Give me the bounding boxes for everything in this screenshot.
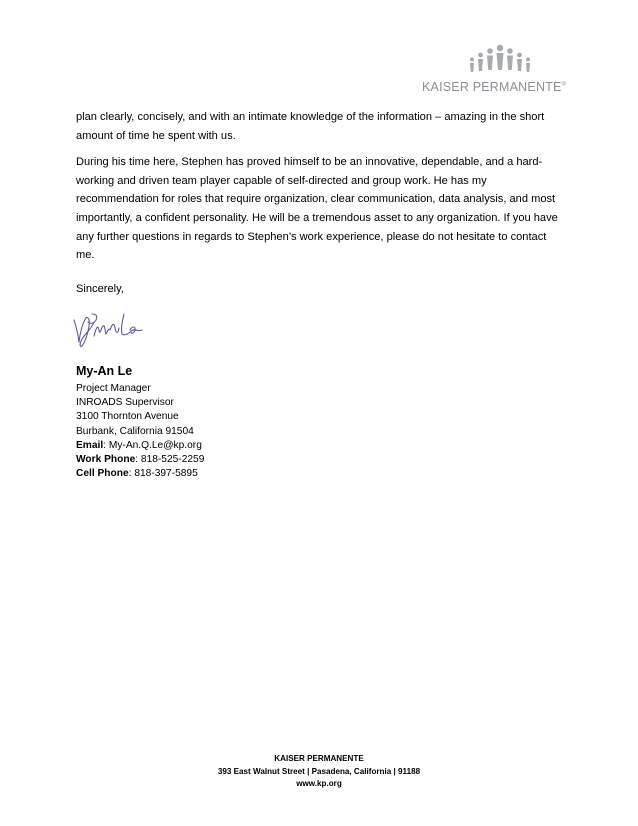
cell-phone-value: : 818-397-5895 [128,468,198,480]
paragraph-2: During his time here, Stephen has proved himself to be an innovative, dependable, and a hard-working and driven team player capable of self-directed and group work. He has my recommendation for roles that require organization, clear communication, data analysis, and most importantly, a confident personality. He will be a tremendous asset to any organization. If you have any further questions in regards to Stephen’s work experience, please do not hesitate to contact me. [76,156,558,262]
signer-title: Project Manager [76,383,151,394]
work-phone-value: : 818-525-2259 [135,454,205,466]
signer-email [76,439,204,453]
logo-wordmark: KAISER PERMANENTE® [422,80,567,94]
signer-address-line2: Burbank, California 91504 [76,425,194,437]
signature-block [76,363,204,481]
signer-address-line1: 3100 Thornton Avenue [76,411,179,423]
signer-role: INROADS Supervisor [76,397,174,409]
signer-name: My-An Le [76,364,133,378]
page-footer [0,753,638,791]
signer-work-phone [76,453,204,467]
cell-phone-label: Cell Phone [76,468,129,480]
handwritten-signature [68,306,164,350]
footer-company: KAISER PERMANENTE [274,754,364,763]
signature-icon [68,306,164,350]
email-value: : My-An.Q.Le@kp.org [103,439,202,451]
paragraph-1: plan clearly, concisely, and with an intimate knowledge of the information – amazing in the short amount of time he spent with us. [76,111,545,142]
signer-cell-phone [76,467,204,481]
kaiser-permanente-logo [422,44,572,100]
kaiser-people-icon [462,44,538,78]
work-phone-label: Work Phone [76,454,136,466]
letter-body [76,108,566,273]
footer-address: 393 East Walnut Street | Pasadena, California | 91188 [217,766,421,776]
footer-website: www.kp.org [296,779,342,788]
closing: Sincerely, [76,283,124,295]
email-label: Email [76,439,104,451]
